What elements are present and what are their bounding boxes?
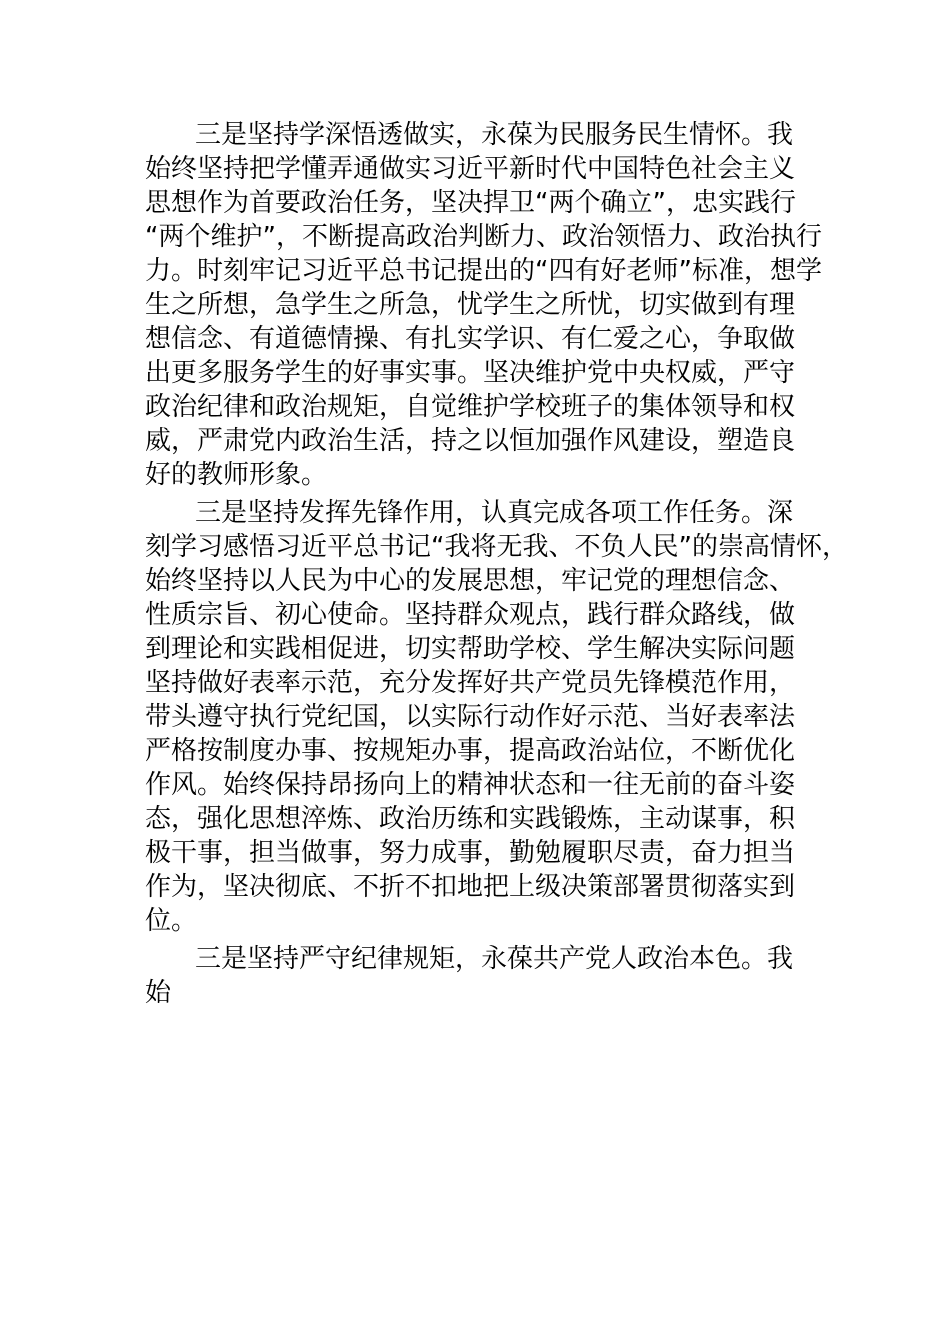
text-line: 带头遵守执行党纪国，以实际行动作好示范、当好表率法 — [145, 702, 796, 732]
text-line: 作为，坚决彻底、不折不扣地把上级决策部署贯彻落实到 — [145, 872, 796, 902]
text-line: 三是坚持学深悟透做实，永葆为民服务民生情怀。我 — [195, 120, 794, 150]
text-line: 极干事，担当做事，努力成事，勤勉履职尽责，奋力担当 — [145, 838, 796, 868]
text-line: 威，严肃党内政治生活，持之以恒加强作风建设，塑造良 — [145, 426, 796, 456]
text-line: 思想作为首要政治任务，坚决捍卫“两个确立”，忠实践行 — [145, 188, 796, 218]
text-line: 态，强化思想淬炼、政治历练和实践锻炼，主动谋事，积 — [145, 804, 796, 834]
text-line: 作风。始终保持昂扬向上的精神状态和一往无前的奋斗姿 — [145, 770, 796, 800]
text-line: 性质宗旨、初心使命。坚持群众观点，践行群众路线，做 — [145, 600, 796, 630]
text-line: 三是坚持发挥先锋作用，认真完成各项工作任务。深 — [195, 498, 794, 528]
text-line: 位。 — [145, 906, 198, 936]
text-line: 严格按制度办事、按规矩办事，提高政治站位，不断优化 — [145, 736, 796, 766]
text-line: 坚持做好表率示范，充分发挥好共产党员先锋模范作用， — [145, 668, 796, 698]
text-line: 三是坚持严守纪律规矩，永葆共产党人政治本色。我 — [195, 944, 794, 974]
text-line: 始终坚持把学懂弄通做实习近平新时代中国特色社会主义 — [145, 154, 796, 184]
text-line: 出更多服务学生的好事实事。坚决维护党中央权威，严守 — [145, 358, 796, 388]
text-line: 到理论和实践相促进，切实帮助学校、学生解决实际问题 — [145, 634, 796, 664]
text-line: 生之所想，急学生之所急，忧学生之所忧，切实做到有理 — [145, 290, 796, 320]
text-line: 始终坚持以人民为中心的发展思想，牢记党的理想信念、 — [145, 566, 796, 596]
text-line: 力。时刻牢记习近平总书记提出的“四有好老师”标准，想学 — [145, 256, 822, 286]
text-line: 好的教师形象。 — [145, 460, 328, 490]
text-line: “两个维护”，不断提高政治判断力、政治领悟力、政治执行 — [145, 222, 822, 252]
text-line: 政治纪律和政治规矩，自觉维护学校班子的集体领导和权 — [145, 392, 796, 422]
text-line: 想信念、有道德情操、有扎实学识、有仁爱之心，争取做 — [145, 324, 796, 354]
text-line: 刻学习感悟习近平总书记“我将无我、不负人民”的崇高情怀， — [145, 532, 848, 562]
text-line: 始 — [145, 978, 172, 1008]
